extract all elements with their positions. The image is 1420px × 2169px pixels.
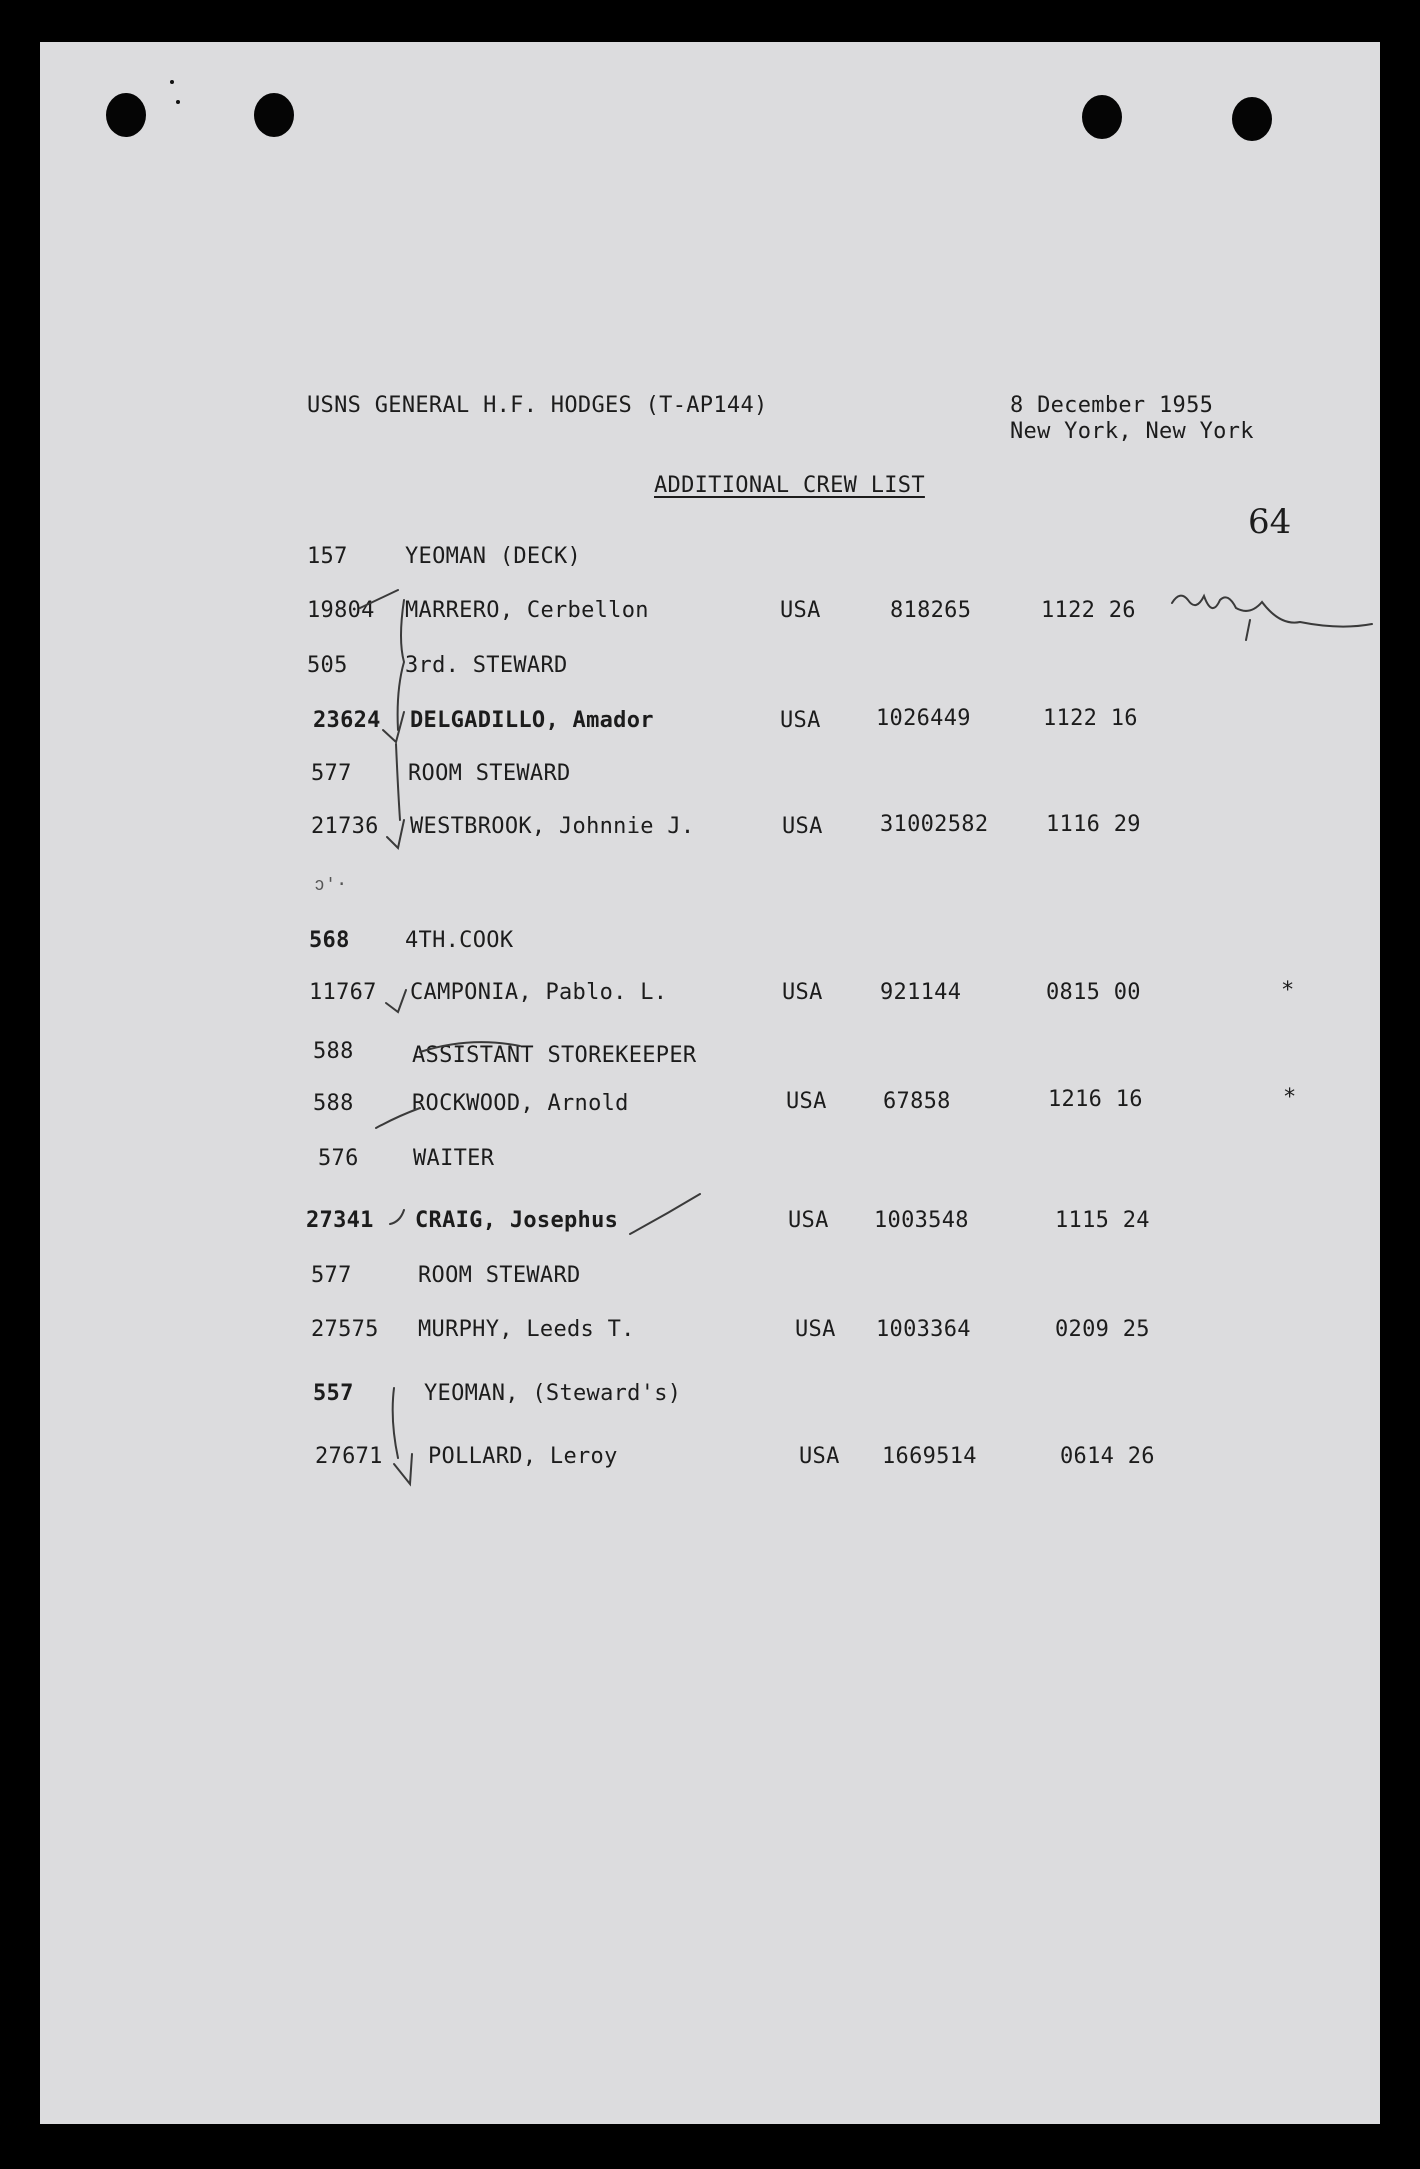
- position-title: YEOMAN, (Steward's): [424, 1381, 682, 1406]
- document-page: [40, 42, 1380, 2124]
- position-code: 577: [311, 1263, 352, 1288]
- position-code: 157: [307, 544, 348, 569]
- punch-hole-2: [254, 93, 294, 137]
- crew-value: 1122 26: [1041, 598, 1136, 623]
- crew-value: 1122 16: [1043, 706, 1138, 731]
- position-title: 4TH.COOK: [405, 928, 514, 953]
- crew-number: 1003364: [876, 1317, 971, 1342]
- speck: [176, 100, 180, 104]
- punch-hole-4: [1232, 97, 1272, 141]
- crew-code: 27671: [315, 1444, 383, 1469]
- crew-name: POLLARD, Leroy: [428, 1444, 618, 1469]
- crew-number: 1003548: [874, 1208, 969, 1233]
- crew-name: MURPHY, Leeds T.: [418, 1317, 635, 1342]
- crew-number: 1026449: [876, 706, 971, 731]
- position-title: ASSISTANT STOREKEEPER: [412, 1043, 697, 1068]
- asterisk-mark: *: [1283, 1085, 1297, 1110]
- position-title: ROOM STEWARD: [418, 1263, 581, 1288]
- crew-number: 67858: [883, 1089, 951, 1114]
- position-title: YEOMAN (DECK): [405, 544, 582, 569]
- position-title: WAITER: [413, 1146, 495, 1171]
- document-place: New York, New York: [1010, 419, 1254, 444]
- document-date: 8 December 1955: [1010, 393, 1214, 418]
- position-code: 505: [307, 653, 348, 678]
- crew-code: 27575: [311, 1317, 379, 1342]
- crew-number: 818265: [890, 598, 972, 623]
- page-title: ADDITIONAL CREW LIST: [654, 473, 925, 498]
- crew-name: WESTBROOK, Johnnie J.: [410, 814, 695, 839]
- crew-value: 1116 29: [1046, 812, 1141, 837]
- crew-code: 19804: [307, 598, 375, 623]
- crew-nationality: USA: [782, 980, 823, 1005]
- position-title: 3rd. STEWARD: [405, 653, 568, 678]
- ship-name: USNS GENERAL H.F. HODGES (T-AP144): [307, 393, 768, 418]
- crew-name: ROCKWOOD, Arnold: [412, 1091, 629, 1116]
- crew-name: CAMPONIA, Pablo. L.: [410, 980, 668, 1005]
- crew-value: 0614 26: [1060, 1444, 1155, 1469]
- crew-code: 27341: [306, 1208, 374, 1233]
- crew-nationality: USA: [799, 1444, 840, 1469]
- crew-name: MARRERO, Cerbellon: [405, 598, 649, 623]
- position-code: 588: [313, 1039, 354, 1064]
- crew-nationality: USA: [786, 1089, 827, 1114]
- punch-hole-1: [106, 93, 146, 137]
- crew-number: 921144: [880, 980, 962, 1005]
- crew-code: 588: [313, 1091, 354, 1116]
- position-code: 568: [309, 928, 350, 953]
- punch-hole-3: [1082, 95, 1122, 139]
- crew-nationality: USA: [780, 708, 821, 733]
- crew-code: 23624: [313, 708, 381, 733]
- crew-number: 1669514: [882, 1444, 977, 1469]
- crew-code: 21736: [311, 814, 379, 839]
- position-title: ROOM STEWARD: [408, 761, 571, 786]
- crew-name: DELGADILLO, Amador: [410, 708, 654, 733]
- crew-code: 11767: [309, 980, 377, 1005]
- position-code: 557: [313, 1381, 354, 1406]
- crew-nationality: USA: [788, 1208, 829, 1233]
- stray-mark: ↄ'·: [314, 874, 348, 895]
- asterisk-mark: *: [1281, 978, 1295, 1003]
- crew-nationality: USA: [795, 1317, 836, 1342]
- crew-value: 1115 24: [1055, 1208, 1150, 1233]
- crew-number: 31002582: [880, 812, 989, 837]
- speck: [170, 80, 174, 84]
- crew-nationality: USA: [780, 598, 821, 623]
- position-code: 577: [311, 761, 352, 786]
- crew-value: 1216 16: [1048, 1087, 1143, 1112]
- crew-value: 0209 25: [1055, 1317, 1150, 1342]
- page-number: 64: [1248, 502, 1292, 542]
- crew-nationality: USA: [782, 814, 823, 839]
- crew-value: 0815 00: [1046, 980, 1141, 1005]
- crew-name: CRAIG, Josephus: [415, 1208, 619, 1233]
- position-code: 576: [318, 1146, 359, 1171]
